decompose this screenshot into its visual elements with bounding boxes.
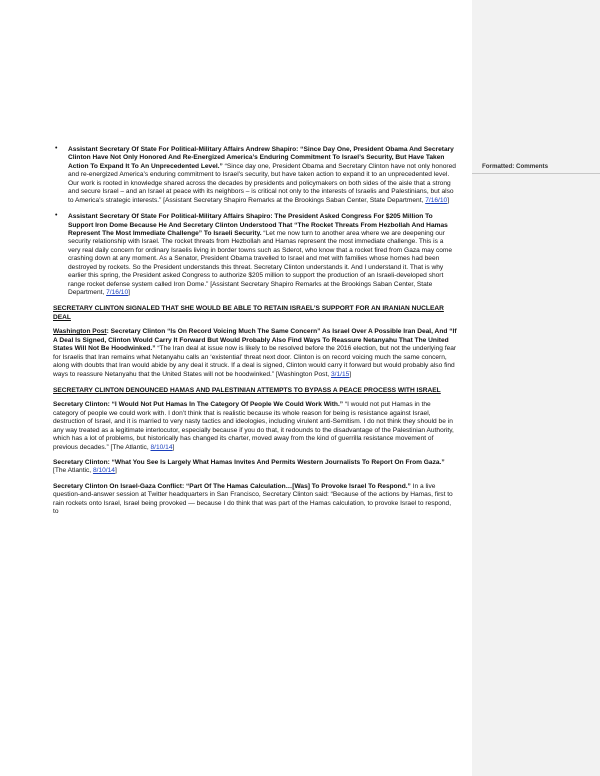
paragraph-end: ]	[172, 443, 175, 451]
paragraph	[53, 483, 457, 517]
paragraph-text: “I would not put Hamas in the category of people we could work with. I don’t think that is realistic because its whole reason for being is resistance against Israel, destruction of Israel, and it is married to very nasty tactics and ideologies, including virulent anti-Semitism. I do not think they should be in any way treated as a legitimate interlocutor, especially because if you do that, it redounds to the disadvantage of the Palestinian Authority, which has a lot of problems, but historically has changed its charter, moved away from the kind of guerrilla resistance movement of previous decades.” [The Atlantic,	[53, 401, 454, 451]
citation-link[interactable]: 3/1/15	[330, 370, 350, 378]
bullet-lead: Assistant Secretary Of State For Political-Military Affairs Andrew Shapiro: “Since Day One, President Obama And Secretary Clinton Have Not Only Honored And Re-Energized America’s Enduring Commitment To Israel’s Security, But Have Taken Action To Expand It To An Unprecedented Level.”	[68, 146, 454, 170]
paragraph-end: ]	[114, 467, 117, 475]
paragraph-text: In a live question-and-answer session at Twitter headquarters in San Francisco, Secretary Clinton said: “Because of the actions by Hamas, first to rain rockets onto Israel, Israel being provoked — because I do think that was part of the Hamas calculation, to provoke Israel to respond, to	[53, 482, 453, 516]
citation-link[interactable]: 7/16/10	[425, 196, 448, 204]
paragraph-text: “The Iran deal at issue now is likely to be resolved before the 2016 election, but not the underlying fear for Israelis that Iran remains what Netanyahu calls an ‘existential’ threat next door. Clinton is on record voicing much the same concern, along with doubts that Iran would abide by any deal it struck. If a deal is signed, Clinton would carry it forward but would probably also find ways to reassure Netanyahu that the United States will not be hoodwinked.” [Washington Post,	[53, 345, 457, 378]
section-heading: SECRETARY CLINTON DENOUNCED HAMAS AND PALESTINIAN ATTEMPTS TO BYPASS A PEACE PROCESS WITH ISRAEL	[53, 386, 441, 394]
paragraph-lead: Secretary Clinton: “I Would Not Put Hamas In The Category Of People We Could Work With.”	[53, 401, 344, 409]
bullet-item	[53, 146, 457, 205]
paragraph	[53, 459, 457, 476]
paragraph-lead: : Secretary Clinton “Is On Record Voicing Much The Same Concern” As Israel Over A Possible Iran Deal, And “If A Deal Is Signed, Clinton Would Carry It Forward But Would Probably Also Find Ways To Reassure Netanyahu That The United States Will Not Be Hoodwinked.”	[53, 328, 457, 353]
citation-link[interactable]: 8/10/14	[150, 443, 173, 451]
bullet-end: ]	[447, 196, 450, 204]
bullet-icon: •	[55, 212, 58, 220]
bullet-text: “Since day one, President Obama and Secretary Clinton have not only honored and re-energized America’s enduring commitment to Israel’s security, but have taken action to expand it to an unprecedented level. Our work is rooted in knowledge shared across the decades by presidents and policymakers on both sides of the aisle that a strong and secure Israel – and an Israel at peace with its neighbors – is critical not only to the interests of Israelis and Palestinians, but also to America’s strategic interests.” [Assistant Secretary Shapiro Remarks at the Brookings Saban Center, State Department,	[68, 162, 456, 204]
document-body	[53, 146, 457, 524]
citation-link[interactable]: 7/16/10	[106, 289, 129, 296]
citation-link[interactable]: 8/10/14	[92, 467, 115, 475]
bullet-text: “Let me now turn to another area where we are deepening our security relationship with Israel. The rocket threats from Hezbollah and Hamas represent the most immediate challenge. This is a very real daily concern for ordinary Israelis living in border towns such as Sderot, who know that a rocket fired from Gaza may come crashing down at any moment. As a Senator, President Obama travelled to Israel and met with families whose homes had been destroyed by rockets. So the President understands this threat. Secretary Clinton understands it. And I understand it. That is why earlier this spring, the President asked Congress to authorize $205 million to support the production of an Israeli-developed short range rocket defense system called Iron Dome.” [Assistant Secretary Shapiro Remarks at the Brookings Saban Center, State Department,	[68, 229, 453, 296]
section-heading: SECRETARY CLINTON SIGNALED THAT SHE WOULD BE ABLE TO RETAIN ISRAEL’S SUPPORT FOR AN IRANIAN NUCLEAR DEAL	[53, 305, 444, 321]
comments-pane	[472, 0, 600, 776]
bullet-end: ]	[128, 289, 130, 296]
paragraph-lead: Secretary Clinton On Israel-Gaza Conflict: “Part Of The Hamas Calculation…[Was] To Provoke Israel To Respond.”	[53, 482, 411, 490]
paragraph-lead: Secretary Clinton: “What You See Is Largely What Hamas Invites And Permits Western Journalists To Report On From Gaza.”	[53, 459, 445, 466]
paragraph	[53, 328, 457, 379]
bullet-lead: Assistant Secretary Of State For Political-Military Affairs Shapiro: The President Asked Congress For $205 Million To Support Iron Dome Because He And Secretary Clinton Understood That “The Rocket Threats From Hezbollah And Hamas Represent The Most Immediate Challenge” To Israeli Security.	[68, 213, 448, 237]
bullet-icon: •	[55, 145, 58, 152]
bullet-item	[53, 213, 457, 297]
comment-connector-line	[472, 173, 600, 174]
source-name: Washington Post	[53, 328, 107, 336]
paragraph-text: [The Atlantic,	[53, 467, 93, 475]
paragraph-end: ]	[349, 370, 352, 378]
paragraph	[53, 401, 457, 452]
formatting-comment-label: Formatted: Comments	[482, 163, 549, 170]
